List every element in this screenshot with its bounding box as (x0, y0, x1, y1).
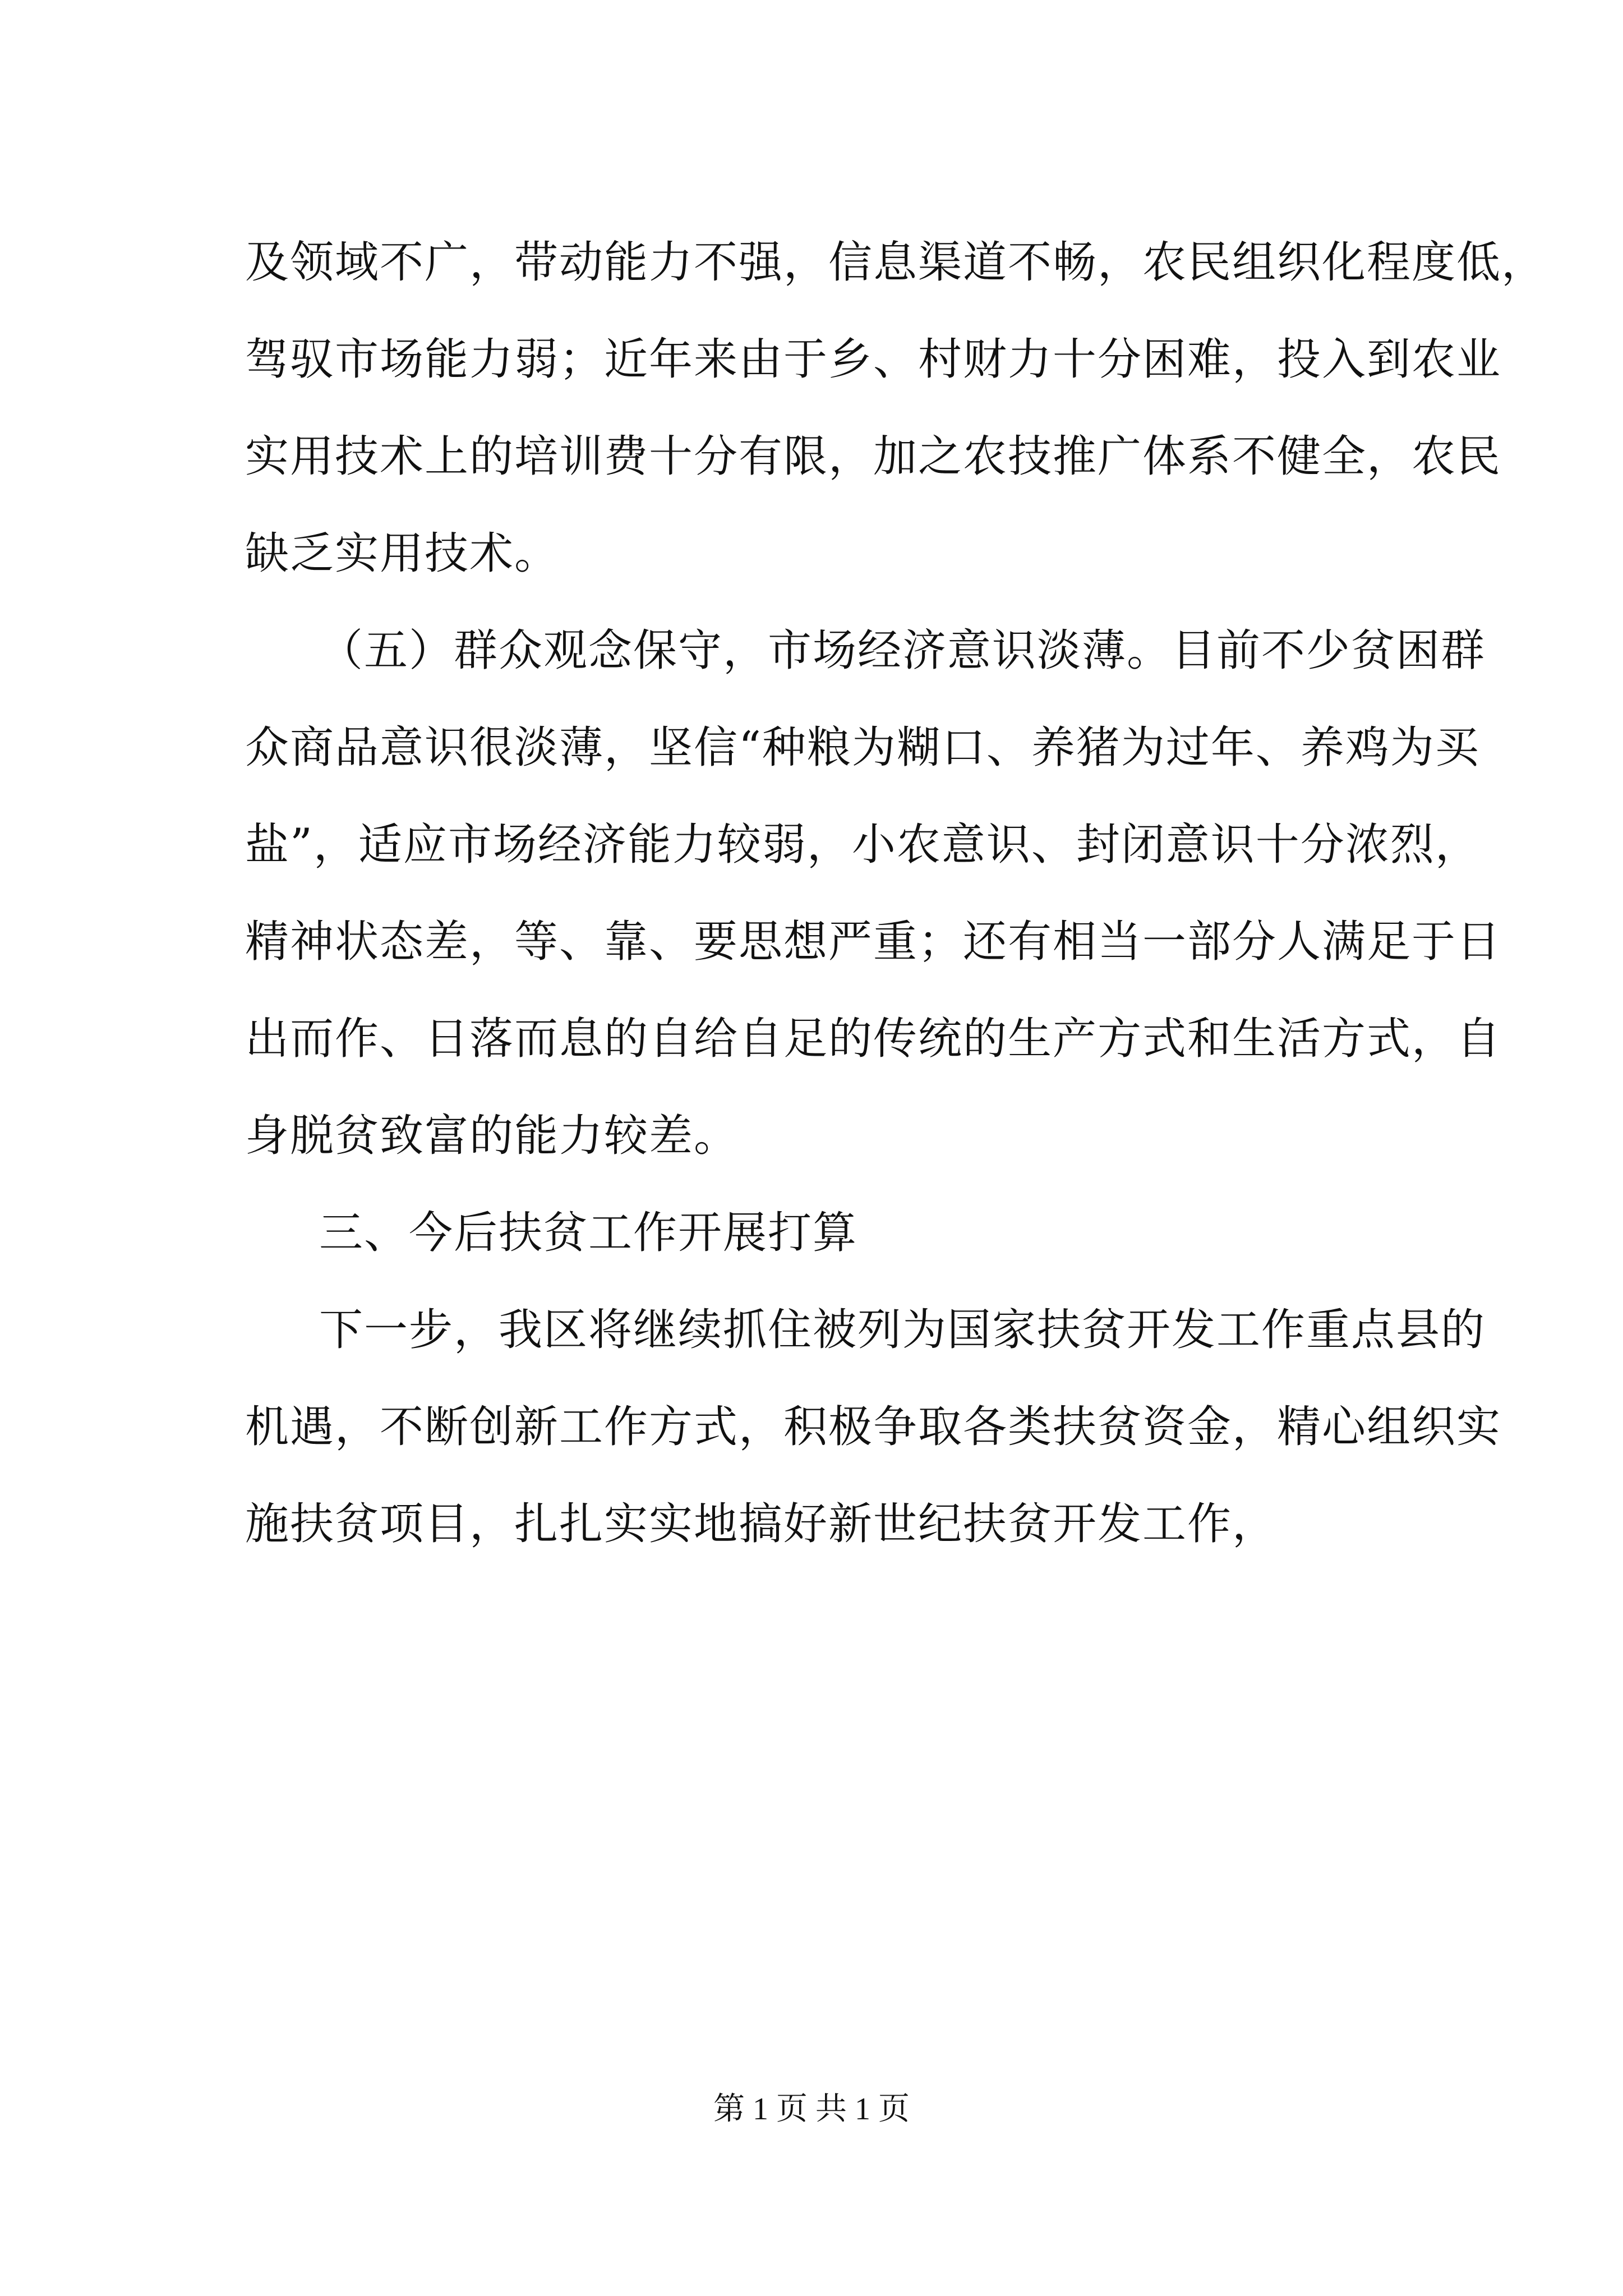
text-line: 下一步，我区将继续抓住被列为国家扶贫开发工作重点县的 (319, 1305, 1486, 1355)
text-line: 实用技术上的培训费十分有限，加之农技推广体系不健全，农民 (245, 431, 1502, 482)
text-line: 出而作、日落而息的自给自足的传统的生产方式和生活方式，自 (245, 1014, 1502, 1064)
text-line: 缺乏实用技术。 (245, 528, 560, 579)
text-line: 施扶贫项目，扎扎实实地搞好新世纪扶贫开发工作， (245, 1499, 1278, 1549)
text-line: 身脱贫致富的能力较差。 (245, 1111, 739, 1161)
text-line: 盐”，适应市场经济能力较弱，小农意识、封闭意识十分浓烈， (245, 820, 1480, 870)
text-line: 精神状态差，等、靠、要思想严重；还有相当一部分人满足于日 (245, 917, 1502, 967)
page-number-footer: 第 1 页 共 1 页 (713, 2092, 910, 2127)
section-heading: 三、今后扶贫工作开展打算 (319, 1208, 858, 1258)
text-line: 众商品意识很淡薄，坚信“种粮为糊口、养猪为过年、养鸡为买 (245, 723, 1480, 773)
text-line: （五）群众观念保守，市场经济意识淡薄。目前不少贫困群 (319, 625, 1486, 676)
text-line: 机遇，不断创新工作方式，积极争取各类扶贫资金，精心组织实 (245, 1402, 1502, 1452)
text-line: 及领域不广，带动能力不强，信息渠道不畅，农民组织化程度低， (245, 237, 1547, 288)
body-text (245, 214, 1547, 1573)
text-line: 驾驭市场能力弱；近年来由于乡、村财力十分困难，投入到农业 (245, 334, 1502, 385)
